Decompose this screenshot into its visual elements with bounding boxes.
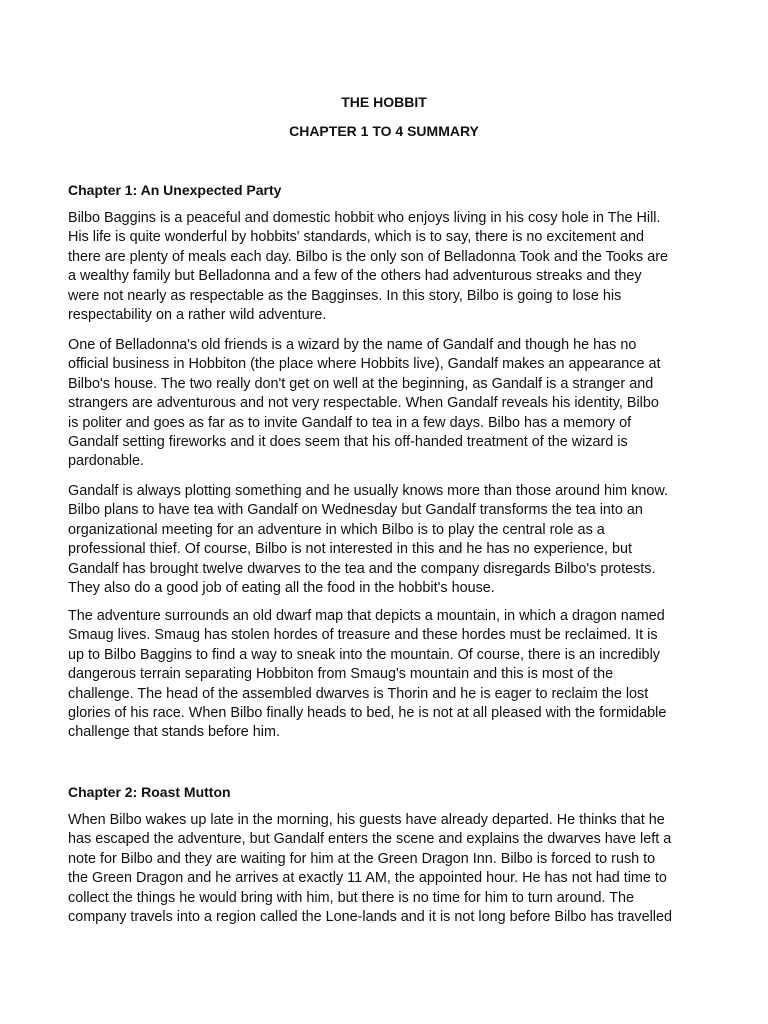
chapter-1-paragraph-4 (68, 607, 700, 743)
text-line: a wealthy family but Belladonna and a few of the others had adventurous streaks and they (68, 268, 642, 285)
text-line: respectability on a rather wild adventure. (68, 307, 327, 324)
text-line: glories of his race. When Bilbo finally heads to bed, he is not at all pleased with the formidable (68, 705, 667, 722)
chapter-1-paragraph-2 (68, 336, 700, 472)
chapter-1-heading: Chapter 1: An Unexpected Party (68, 182, 282, 198)
text-line: strangers are adventurous and not very respectable. When Gandalf reveals his identity, Bilbo (68, 395, 659, 412)
document-subtitle: CHAPTER 1 TO 4 SUMMARY (289, 123, 479, 139)
text-line: Gandalf setting fireworks and it does seem that his off-handed treatment of the wizard is (68, 434, 628, 451)
text-line: pardonable. (68, 453, 145, 470)
text-line: When Bilbo wakes up late in the morning, his guests have already departed. He thinks that he (68, 812, 665, 828)
text-line: is politer and goes as far as to invite Gandalf to tea in a few days. Bilbo has a memory of (68, 414, 632, 431)
chapter-1-paragraph-1 (68, 209, 700, 325)
chapter-2-paragraph-1 (68, 811, 700, 927)
text-line: collect the things he would bring with him, but there is no time for him to turn around. The (68, 889, 635, 906)
text-line: has escaped the adventure, but Gandalf enters the scene and explains the dwarves have left a (68, 831, 672, 848)
chapter-1-paragraph-3 (68, 482, 700, 598)
text-line: company travels into a region called the Lone-lands and it is not long before Bilbo has travelled (68, 909, 672, 926)
text-line: They also do a good job of eating all the food in the hobbit's house. (68, 580, 495, 597)
text-line: challenge. The head of the assembled dwarves is Thorin and he is eager to reclaim the lost (68, 685, 649, 702)
text-line: organizational meeting for an adventure in which Bilbo is to play the central role as a (68, 521, 605, 538)
chapter-2-heading: Chapter 2: Roast Mutton (68, 784, 231, 800)
text-line: up to Bilbo Baggins to find a way to sneak into the mountain. Of course, there is an incredibly (68, 646, 660, 663)
text-line: were not nearly as respectable as the Bagginses. In this story, Bilbo is going to lose his (68, 287, 622, 304)
text-line: the Green Dragon and he arrives at exactly 11 AM, the appointed hour. He has not had time to (68, 870, 667, 887)
document-title: THE HOBBIT (341, 94, 427, 110)
text-line: Bilbo Baggins is a peaceful and domestic hobbit who enjoys living in his cosy hole in The Hill. (68, 210, 661, 226)
text-line: One of Belladonna's old friends is a wizard by the name of Gandalf and though he has no (68, 337, 637, 353)
text-line: Gandalf has brought twelve dwarves to the tea and the company disregards Bilbo's protests. (68, 560, 656, 577)
text-line: Gandalf is always plotting something and he usually knows more than those around him know. (68, 483, 668, 499)
text-line: The adventure surrounds an old dwarf map that depicts a mountain, in which a dragon named (68, 608, 665, 624)
text-line: there are plenty of meals each day. Bilbo is the only son of Belladonna Took and the Tooks are (68, 248, 668, 265)
text-line: His life is quite wonderful by hobbits' standards, which is to say, there is no excitement and (68, 229, 644, 246)
text-line: Smaug lives. Smaug has stolen hordes of treasure and these hordes must be reclaimed. It is (68, 627, 658, 644)
text-line: official business in Hobbiton (the place where Hobbits live), Gandalf makes an appearance at (68, 356, 661, 373)
text-line: Bilbo's house. The two really don't get on well at the beginning, as Gandalf is a stranger and (68, 375, 654, 392)
text-line: professional thief. Of course, Bilbo is not interested in this and he has no experience, but (68, 541, 632, 558)
text-line: dangerous terrain separating Hobbiton from Smaug's mountain and this is most of the (68, 666, 614, 683)
text-line: note for Bilbo and they are waiting for him at the Green Dragon Inn. Bilbo is forced to rush to (68, 850, 656, 867)
text-line: Bilbo plans to have tea with Gandalf on Wednesday but Gandalf transforms the tea into an (68, 502, 643, 519)
text-line: challenge that stands before him. (68, 724, 280, 741)
